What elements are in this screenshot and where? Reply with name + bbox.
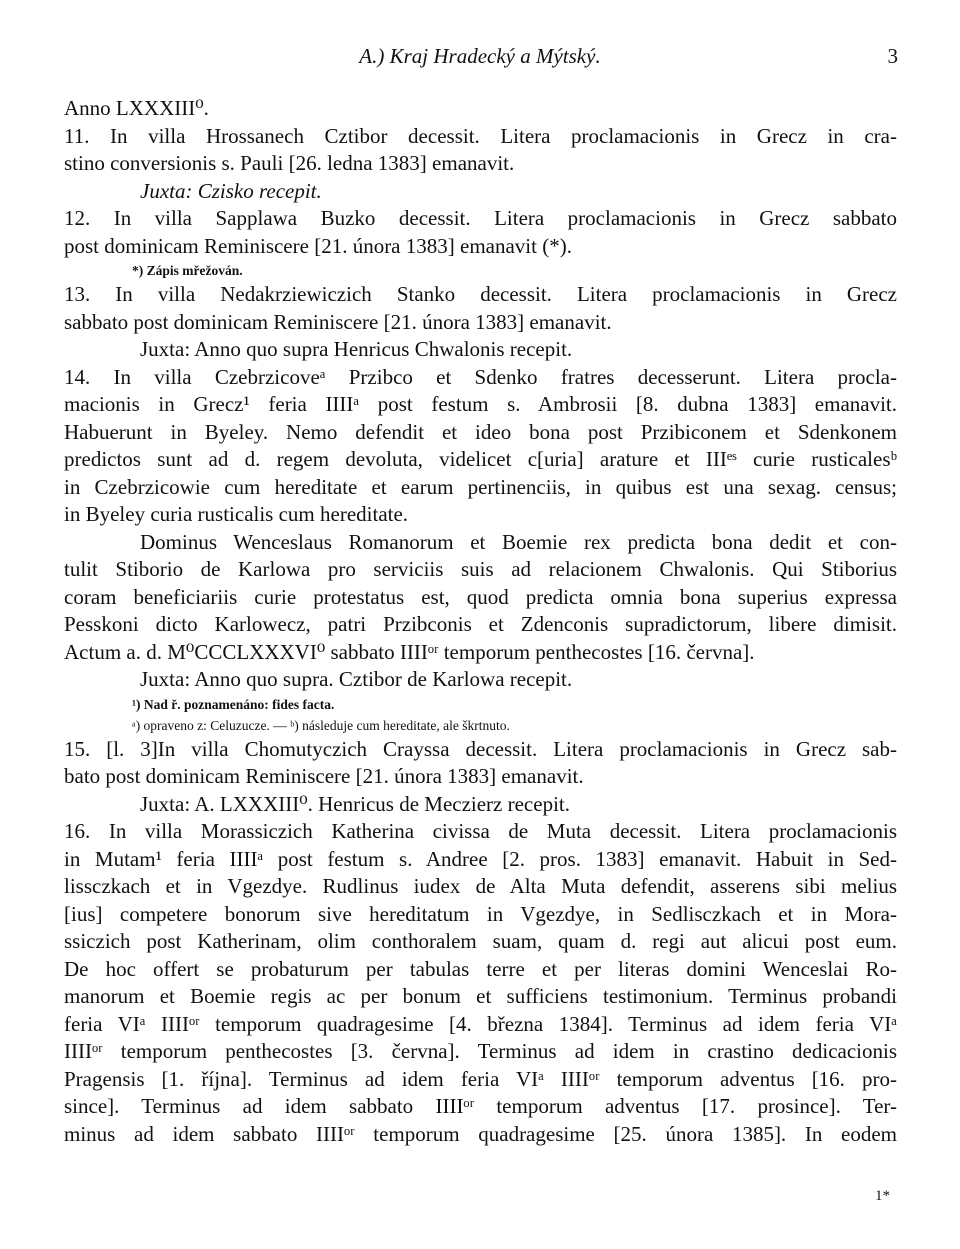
entry-14-line: in Czebrzicowie cum hereditate et earum pertinenciis, in quibus est una sexag. census;: [64, 474, 897, 499]
entry-16-line: minus ad idem sabbato IIIIᵒʳ temporum quadragesime [25. února 1385]. In eodem: [64, 1121, 897, 1146]
entry-13-line: 13. In villa Nedakrziewiczich Stanko decessit. Litera proclamacionis in Grecz: [64, 282, 897, 306]
entry-15-juxta: Juxta: A. LXXXIII⁰. Henricus de Meczierz recepit.: [140, 791, 570, 816]
entry-16-line: IIIIᵒʳ temporum penthecostes [3. června]. Terminus ad idem in crastino dedicacionis: [64, 1039, 897, 1063]
page-number: 3: [887, 44, 898, 68]
entry-11-line: stino conversionis s. Pauli [26. ledna 1383] emanavit.: [64, 151, 515, 175]
entry-16-line: lissczkach et in Vgezdye. Rudlinus iudex de Alta Muta defendit, asserens sibi melius: [64, 874, 897, 898]
entry-13-line: sabbato post dominicam Reminiscere [21. února 1383] emanavit.: [64, 309, 612, 334]
entry-14-line: predictos sunt ad d. regem devoluta, videlicet c[uria] arature et IIIᵉˢ curie rusticalesᵇ: [64, 447, 897, 471]
entry-14-paragraph-line: Actum a. d. M⁰CCCLXXXVI⁰ sabbato IIIIᵒʳ temporum penthecostes [16. června].: [64, 639, 755, 664]
entry-14-paragraph-line: Pesskoni dicto Karlowecz, patri Przibconis et Zdenconis supradictorum, libere dimisit.: [64, 612, 897, 636]
entry-16-line: in Mutam¹ feria IIIIᵃ post festum s. Andree [2. pros. 1383] emanavit. Habuit in Sed-: [64, 846, 897, 871]
entry-14-line: macionis in Grecz¹ feria IIIIᵃ post festum s. Ambrosii [8. dubna 1383] emanavit.: [64, 392, 897, 416]
footnote-1: ¹) Nad ř. poznamenáno: fides facta.: [132, 696, 335, 712]
entry-12-line: post dominicam Reminiscere [21. února 1383] emanavit (*).: [64, 233, 572, 258]
entry-16-line: ssiczich post Katherinam, olim conthoralem suam, quam d. regi aut alicui post eum.: [64, 929, 897, 953]
signature-mark: 1*: [875, 1188, 890, 1204]
entry-16-line: since]. Terminus ad idem sabbato IIIIᵒʳ temporum adventus [17. prosince]. Ter-: [64, 1094, 897, 1118]
entry-14-line: 14. In villa Czebrzicoveᵃ Przibco et Sdenko fratres decesserunt. Litera procla-: [64, 364, 897, 389]
running-title: A.) Kraj Hradecký a Mýtský.: [359, 44, 601, 68]
footnote-star: *) Zápis mřežován.: [132, 263, 243, 278]
entry-14-paragraph-line: Dominus Wenceslaus Romanorum et Boemie rex predicta bona dedit et con-: [140, 529, 897, 554]
year-heading: Anno LXXXIII⁰.: [64, 96, 209, 120]
entry-16-line: feria VIᵃ IIIIᵒʳ temporum quadragesime [4. března 1384]. Terminus ad idem feria VIᵃ: [64, 1011, 897, 1036]
entry-16-line: Pragensis [1. října]. Terminus ad idem feria VIᵃ IIIIᵒʳ temporum adventus [16. pro-: [64, 1066, 897, 1091]
entry-12-line: 12. In villa Sapplawa Buzko decessit. Litera proclamacionis in Grecz sabbato: [64, 206, 897, 230]
entry-16-line: De hoc offert se probaturum per tabulas terre et per literas domini Wenceslai Ro-: [64, 956, 897, 981]
entry-16-line: [ius] competere bonorum sive hereditatum in Vgezdye, in Sedlisczkach et in Mora-: [64, 901, 897, 926]
entry-14-juxta: Juxta: Anno quo supra. Cztibor de Karlowa recepit.: [140, 667, 573, 691]
entry-13-juxta: Juxta: Anno quo supra Henricus Chwalonis recepit.: [140, 337, 573, 361]
entry-14-paragraph-line: tulit Stiborio de Karlowa pro serviciis suis ad relacionem Chwalonis. Qui Stiborius: [64, 557, 897, 581]
footnote-a-b: ᵃ) opraveno z: Celuzucze. — ᵇ) následuje cum hereditate, ale škrtnuto.: [132, 717, 510, 733]
entry-14-line: in Byeley curia rusticalis cum hereditate.: [64, 502, 409, 526]
entry-16-line: 16. In villa Morassiczich Katherina civissa de Muta decessit. Litera proclamacionis: [64, 819, 897, 843]
running-head: [0, 40, 960, 76]
entry-11-juxta: Juxta: Czisko recepit.: [140, 178, 322, 203]
entry-15-line: bato post dominicam Reminiscere [21. února 1383] emanavit.: [64, 764, 584, 788]
entry-14-paragraph-line: coram beneficiariis curie protestatus est, quod predicta omnia bona superius expressa: [64, 584, 897, 609]
entry-15-line: 15. [l. 3]In villa Chomutyczich Crayssa decessit. Litera proclamacionis in Grecz sab-: [64, 736, 897, 761]
document-body: [64, 95, 897, 1148]
entry-14-line: Habuerunt in Byeley. Nemo defendit et ideo bona post Przibiconem et Sdenkonem: [64, 419, 897, 444]
entry-16-line: manorum et Boemie regis ac per bonum et sufficiens testimonium. Terminus probandi: [64, 984, 897, 1008]
entry-11-line: 11. In villa Hrossanech Cztibor decessit. Litera proclamacionis in Grecz in cra-: [64, 123, 897, 148]
